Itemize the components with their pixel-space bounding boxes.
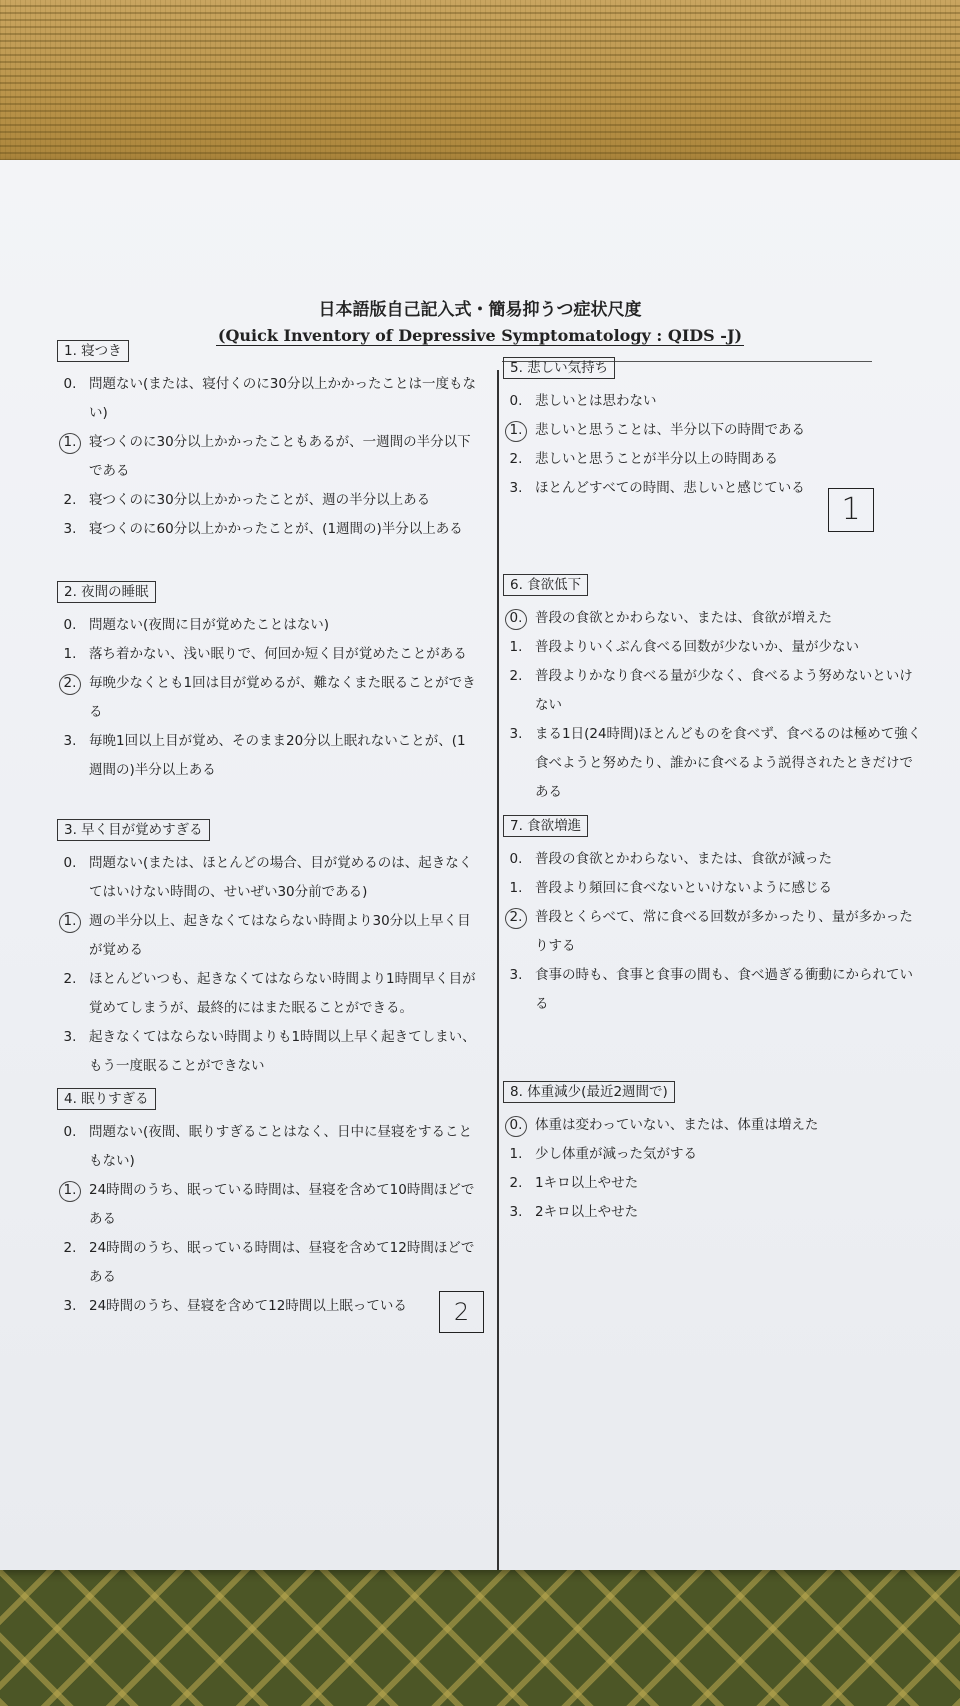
- circled-option-number: 1.: [57, 1176, 83, 1205]
- option-number: 1.: [509, 880, 523, 896]
- option-text: 24時間のうち、眠っている時間は、昼寝を含めて12時間ほどである: [89, 1240, 475, 1285]
- section-appetite-decrease: [503, 571, 923, 807]
- option-text: 悲しいとは思わない: [535, 393, 657, 409]
- section-appetite-increase: [503, 812, 923, 1019]
- option-number: 2.: [63, 1240, 77, 1256]
- answer-option[interactable]: [57, 1023, 477, 1081]
- option-number: 3.: [63, 521, 77, 537]
- answer-option[interactable]: [57, 849, 477, 907]
- option-text: まる1日(24時間)ほとんどものを食べず、食べるのは極めて強く食べようと努めたり、誰かに食べるよう説得されたときだけである: [535, 726, 922, 800]
- answer-option[interactable]: [503, 845, 923, 874]
- option-number: 0.: [63, 1124, 77, 1140]
- answer-option[interactable]: [503, 445, 923, 474]
- option-number: 3.: [63, 733, 77, 749]
- option-number: 1.: [63, 646, 77, 662]
- answer-option[interactable]: [57, 428, 477, 486]
- option-number: 3.: [63, 1298, 77, 1314]
- option-number: 2.: [63, 492, 77, 508]
- section-early-waking: [57, 816, 477, 1081]
- option-text: 24時間のうち、昼寝を含めて12時間以上眠っている: [89, 1298, 407, 1314]
- option-number: 3.: [63, 1029, 77, 1045]
- section-title: 6. 食欲低下: [503, 574, 588, 596]
- option-text: 普段の食欲とかわらない、または、食欲が減った: [535, 851, 832, 867]
- circled-option-number: 1.: [57, 428, 83, 457]
- answer-option[interactable]: [57, 1176, 477, 1234]
- answer-option[interactable]: [503, 720, 923, 807]
- option-number: 0.: [63, 855, 77, 871]
- score-box-right: 1: [828, 488, 874, 532]
- answer-option[interactable]: [57, 1118, 477, 1176]
- section-title: 7. 食欲増進: [503, 815, 588, 837]
- option-number: 3.: [509, 1204, 523, 1220]
- circled-option-number: 0.: [503, 1111, 529, 1140]
- section-night-sleep: [57, 578, 477, 785]
- answer-option[interactable]: [503, 874, 923, 903]
- option-text: 週の半分以上、起きなくてはならない時間より30分以上早く目が覚める: [89, 913, 471, 958]
- option-text: 1キロ以上やせた: [535, 1175, 639, 1191]
- answer-option[interactable]: [57, 611, 477, 640]
- option-text: 食事の時も、食事と食事の間も、食べ過ぎる衝動にかられている: [535, 967, 913, 1012]
- section-sleep-onset: [57, 337, 477, 544]
- option-text: 普段とくらべて、常に食べる回数が多かったり、量が多かったりする: [535, 909, 913, 954]
- section-weight-loss: [503, 1078, 923, 1227]
- answer-option[interactable]: [57, 907, 477, 965]
- answer-option[interactable]: [503, 1169, 923, 1198]
- answer-option[interactable]: [503, 662, 923, 720]
- option-text: 寝つくのに60分以上かかったことが、(1週間の)半分以上ある: [89, 521, 463, 537]
- answer-option[interactable]: [503, 961, 923, 1019]
- option-text: 毎晩1回以上目が覚め、そのまま20分以上眠れないことが、(1週間の)半分以上ある: [89, 733, 466, 778]
- tatami-border-cloth: [0, 1560, 960, 1706]
- questionnaire-sheet: [0, 160, 960, 1570]
- answer-option[interactable]: [503, 633, 923, 662]
- option-text: ほとんどいつも、起きなくてはならない時間より1時間早く目が覚めてしまうが、最終的にはまた眠ることができる。: [89, 971, 476, 1016]
- option-text: 問題ない(または、ほとんどの場合、目が覚めるのは、起きなくてはいけない時間の、せいぜい30分前である): [89, 855, 473, 900]
- section-title: 8. 体重減少(最近2週間で): [503, 1081, 675, 1103]
- section-title: 3. 早く目が覚めすぎる: [57, 819, 210, 841]
- option-text: 普段の食欲とかわらない、または、食欲が増えた: [535, 610, 832, 626]
- option-text: 起きなくてはならない時間よりも1時間以上早く起きてしまい、もう一度眠ることができない: [89, 1029, 476, 1074]
- option-text: 毎晩少なくとも1回は目が覚めるが、難なくまた眠ることができる: [89, 675, 476, 720]
- option-text: 問題ない(または、寝付くのに30分以上かかったことは一度もない): [89, 376, 476, 421]
- section-title: 4. 眠りすぎる: [57, 1088, 156, 1110]
- option-text: 問題ない(夜間に目が覚めたことはない): [89, 617, 330, 633]
- option-number: 3.: [509, 726, 523, 742]
- answer-option[interactable]: [57, 515, 477, 544]
- sheet-title: 日本語版自己記入式・簡易抑うつ症状尺度: [318, 300, 642, 320]
- answer-option[interactable]: [57, 640, 477, 669]
- answer-option[interactable]: [503, 1111, 923, 1140]
- option-number: 0.: [509, 851, 523, 867]
- option-text: 普段より頻回に食べないといけないように感じる: [535, 880, 832, 896]
- option-text: 問題ない(夜間、眠りすぎることはなく、日中に昼寝をすることもない): [89, 1124, 472, 1169]
- answer-option[interactable]: [57, 1292, 477, 1321]
- option-number: 3.: [509, 480, 523, 496]
- option-text: 悲しいと思うことが半分以上の時間ある: [535, 451, 778, 467]
- circled-option-number: 2.: [503, 903, 529, 932]
- score-box-left: 2: [439, 1291, 484, 1333]
- option-number: 0.: [63, 376, 77, 392]
- answer-option[interactable]: [57, 486, 477, 515]
- option-text: 寝つくのに30分以上かかったこともあるが、一週間の半分以下である: [89, 434, 471, 479]
- answer-option[interactable]: [57, 370, 477, 428]
- section-sadness: [503, 354, 923, 503]
- option-number: 2.: [63, 971, 77, 987]
- section-title: 1. 寝つき: [57, 340, 129, 362]
- option-number: 2.: [509, 668, 523, 684]
- option-number: 1.: [509, 639, 523, 655]
- option-text: 24時間のうち、眠っている時間は、昼寝を含めて10時間ほどである: [89, 1182, 475, 1227]
- circled-option-number: 2.: [57, 669, 83, 698]
- option-text: 悲しいと思うことは、半分以下の時間である: [535, 422, 805, 438]
- answer-option[interactable]: [57, 965, 477, 1023]
- sheet-subtitle: (Quick Inventory of Depressive Symptomatology : QIDS -J): [217, 326, 743, 345]
- option-text: 寝つくのに30分以上かかったことが、週の半分以上ある: [89, 492, 431, 508]
- answer-option[interactable]: [503, 416, 923, 445]
- answer-option[interactable]: [503, 903, 923, 961]
- answer-option[interactable]: [57, 1234, 477, 1292]
- option-number: 1.: [509, 1146, 523, 1162]
- answer-option[interactable]: [503, 387, 923, 416]
- option-text: 落ち着かない、浅い眠りで、何回か短く目が覚めたことがある: [89, 646, 467, 662]
- option-text: 普段よりかなり食べる量が少なく、食べるよう努めないといけない: [535, 668, 913, 713]
- tatami-background: [0, 0, 960, 175]
- option-number: 0.: [63, 617, 77, 633]
- circled-option-number: 1.: [57, 907, 83, 936]
- answer-option[interactable]: [503, 604, 923, 633]
- answer-option[interactable]: [57, 669, 477, 727]
- column-divider: [497, 370, 499, 1570]
- circled-option-number: 0.: [503, 604, 529, 633]
- option-text: 2キロ以上やせた: [535, 1204, 639, 1220]
- option-number: 3.: [509, 967, 523, 983]
- option-number: 2.: [509, 1175, 523, 1191]
- option-number: 0.: [509, 393, 523, 409]
- option-number: 2.: [509, 451, 523, 467]
- section-oversleeping: [57, 1085, 477, 1321]
- option-text: 体重は変わっていない、または、体重は増えた: [535, 1117, 819, 1133]
- section-title: 5. 悲しい気持ち: [503, 357, 615, 379]
- answer-option[interactable]: [503, 1198, 923, 1227]
- circled-option-number: 1.: [503, 416, 529, 445]
- option-text: ほとんどすべての時間、悲しいと感じている: [535, 480, 805, 496]
- option-text: 普段よりいくぶん食べる回数が少ないか、量が少ない: [535, 639, 859, 655]
- answer-option[interactable]: [503, 1140, 923, 1169]
- section-title: 2. 夜間の睡眠: [57, 581, 156, 603]
- answer-option[interactable]: [57, 727, 477, 785]
- option-text: 少し体重が減った気がする: [535, 1146, 697, 1162]
